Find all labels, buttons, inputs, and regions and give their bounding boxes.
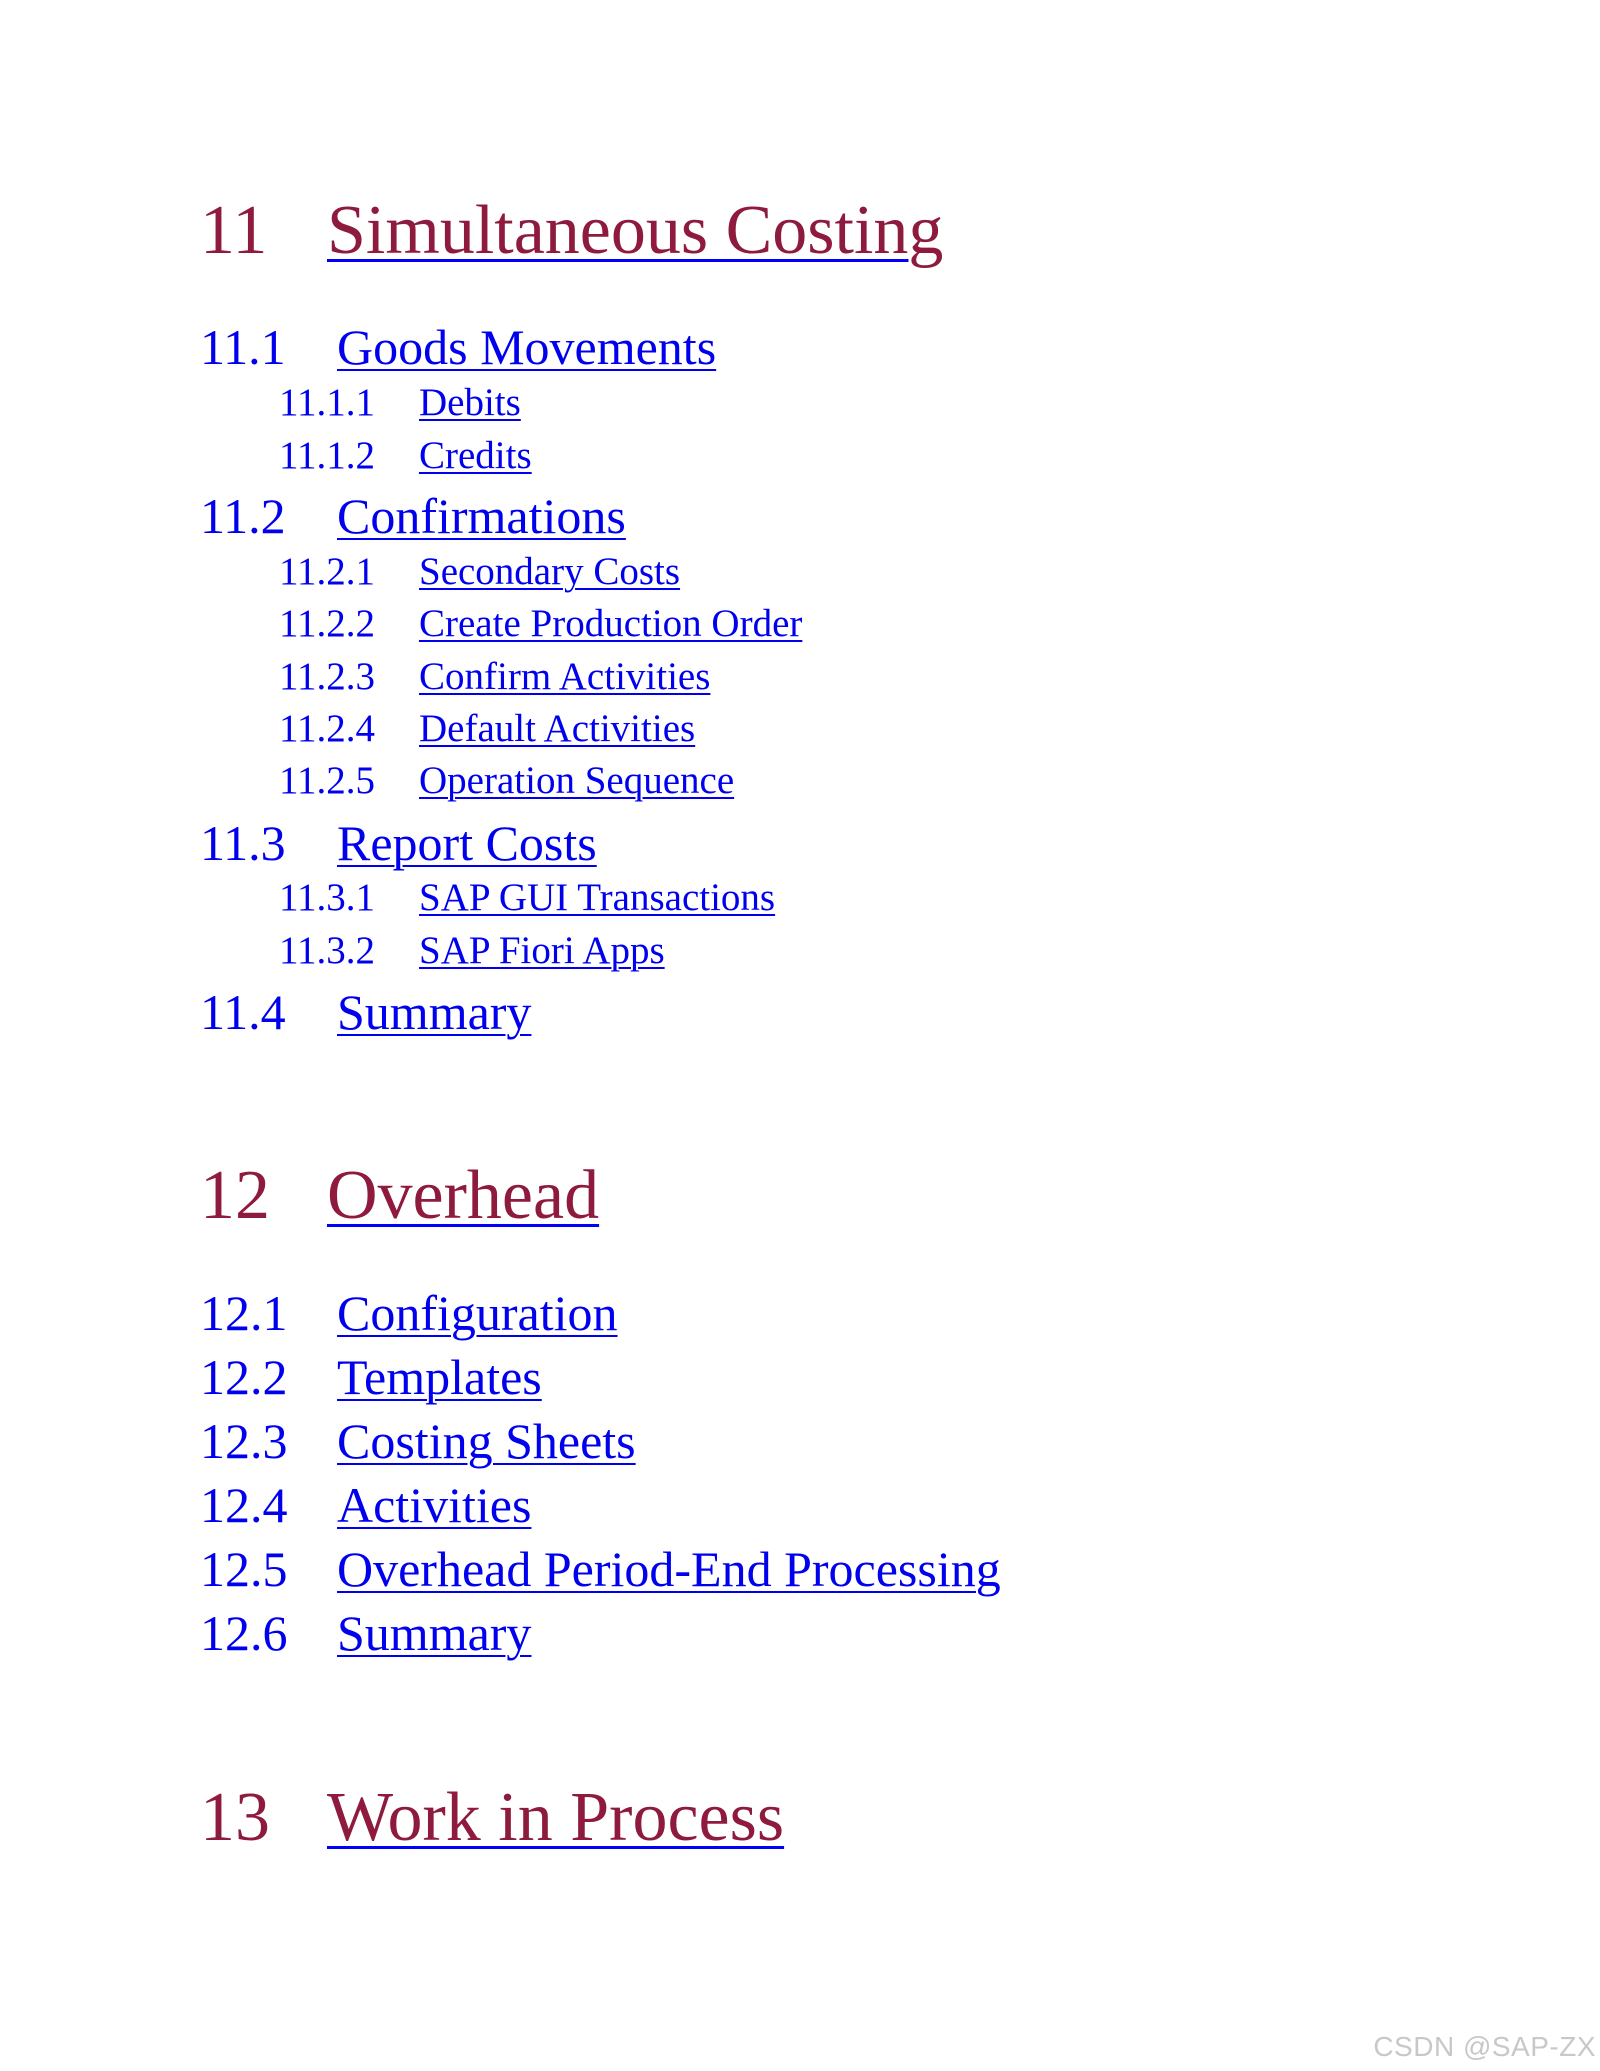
toc-number: 11.3.1 xyxy=(279,876,376,919)
toc-section-12-5[interactable] xyxy=(200,1541,1001,1597)
toc-number: 12.4 xyxy=(200,1477,288,1533)
toc-subsection-11-2-3[interactable] xyxy=(279,657,710,696)
toc-section-11-3[interactable] xyxy=(200,815,597,871)
toc-number: 12 xyxy=(200,1157,270,1234)
toc-subsection-11-2-1[interactable] xyxy=(279,552,680,591)
toc-section-11-2[interactable] xyxy=(200,488,626,544)
toc-title: Secondary Costs xyxy=(419,550,681,593)
toc-subsection-11-3-2[interactable] xyxy=(279,931,665,970)
toc-title: Costing Sheets xyxy=(337,1413,636,1469)
toc-number: 11.2.1 xyxy=(279,550,376,593)
toc-section-12-6[interactable] xyxy=(200,1605,532,1661)
toc-title: Overhead xyxy=(327,1157,600,1234)
toc-chapter-11[interactable] xyxy=(200,192,944,269)
toc-title: Activities xyxy=(337,1477,532,1533)
toc-number: 11.4 xyxy=(200,984,286,1040)
toc-subsection-11-1-1[interactable] xyxy=(279,383,521,422)
toc-title: SAP GUI Transactions xyxy=(419,876,776,919)
toc-title: Configuration xyxy=(337,1285,618,1341)
toc-title: SAP Fiori Apps xyxy=(419,929,665,972)
toc-title: Summary xyxy=(337,1605,532,1661)
toc-number: 12.2 xyxy=(200,1349,288,1405)
toc-number: 11.1 xyxy=(200,319,286,375)
toc-number: 11 xyxy=(200,192,268,269)
toc-title: Operation Sequence xyxy=(419,759,735,802)
toc-title: Confirm Activities xyxy=(419,655,711,698)
toc-number: 11.3.2 xyxy=(279,929,376,972)
watermark: CSDN @SAP-ZX xyxy=(1373,2031,1596,2062)
toc-number: 11.3 xyxy=(200,815,286,871)
toc-subsection-11-1-2[interactable] xyxy=(279,436,532,475)
toc-number: 11.2.3 xyxy=(279,655,376,698)
toc-section-11-1[interactable] xyxy=(200,319,717,375)
toc-chapter-13[interactable] xyxy=(200,1779,785,1856)
toc-title: Goods Movements xyxy=(337,319,717,375)
toc-chapter-12[interactable] xyxy=(200,1157,600,1234)
toc-number: 12.1 xyxy=(200,1285,288,1341)
toc-title: Summary xyxy=(337,984,532,1040)
toc-title: Work in Process xyxy=(327,1779,785,1856)
toc-subsection-11-2-2[interactable] xyxy=(279,604,802,643)
toc-number: 11.2.2 xyxy=(279,602,376,645)
toc-number: 12.5 xyxy=(200,1541,288,1597)
toc-section-12-4[interactable] xyxy=(200,1477,532,1533)
toc-title: Simultaneous Costing xyxy=(327,192,944,269)
toc-section-12-1[interactable] xyxy=(200,1285,618,1341)
toc-title: Debits xyxy=(419,381,521,424)
toc-section-11-4[interactable] xyxy=(200,984,532,1040)
toc-number: 11.2.4 xyxy=(279,707,376,750)
toc-number: 11.2 xyxy=(200,488,286,544)
toc-title: Credits xyxy=(419,434,532,477)
toc-number: 12.3 xyxy=(200,1413,288,1469)
toc-section-12-2[interactable] xyxy=(200,1349,542,1405)
toc-number: 11.1.1 xyxy=(279,381,376,424)
toc-number: 13 xyxy=(200,1779,270,1856)
toc-section-12-3[interactable] xyxy=(200,1413,636,1469)
toc-subsection-11-2-5[interactable] xyxy=(279,761,734,800)
toc-number: 12.6 xyxy=(200,1605,288,1661)
toc-title: Confirmations xyxy=(337,488,626,544)
toc-subsection-11-3-1[interactable] xyxy=(279,878,775,917)
toc-title: Report Costs xyxy=(337,815,597,871)
toc-number: 11.1.2 xyxy=(279,434,376,477)
toc-number: 11.2.5 xyxy=(279,759,376,802)
toc-title: Templates xyxy=(337,1349,542,1405)
toc-title: Default Activities xyxy=(419,707,696,750)
toc-title: Create Production Order xyxy=(419,602,803,645)
toc-subsection-11-2-4[interactable] xyxy=(279,709,695,748)
toc-title: Overhead Period-End Processing xyxy=(337,1541,1001,1597)
